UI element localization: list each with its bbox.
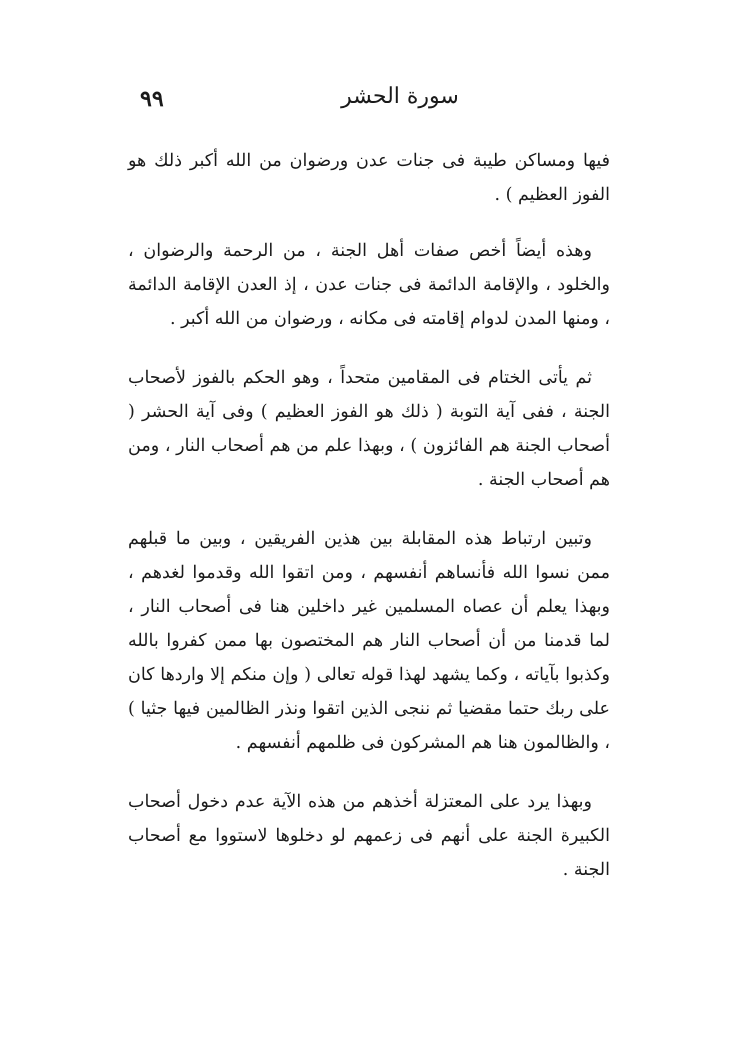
page-number: ٩٩ (140, 86, 164, 112)
paragraph-1: فيها ومساكن طيبة فى جنات عدن ورضوان من الله أكبر ذلك هو الفوز العظيم ) . (128, 151, 610, 205)
paragraph-2: وهذه أيضاً أخص صفات أهل الجنة ، من الرحمة والرضوان ، والخلود ، والإقامة الدائمة فى جنات عدن ، إذ العدن الإقامة الدائمة ، ومنها المدن لدوام إقامته فى مكانه ، ورضوان من الله أكبر . (128, 241, 610, 329)
paragraph-3: ثم يأتى الختام فى المقامين متحداً ، وهو الحكم بالفوز لأصحاب الجنة ، ففى آية التوبة ( ذلك هو الفوز العظيم ) وفى آية الحشر ( أصحاب الجنة هم الفائزون ) ، وبهذا علم من هم أصحاب النار ، ومن هم أصحاب الجنة . (128, 368, 610, 490)
running-title: سورة الحشر (341, 84, 459, 109)
body-text (128, 144, 610, 912)
paragraph-5: وبهذا يرد على المعتزلة أخذهم من هذه الآية عدم دخول أصحاب الكبيرة الجنة على أنهم فى زعمهم لو دخلوها لاستووا مع أصحاب الجنة . (128, 792, 610, 880)
paragraph-4: وتبين ارتباط هذه المقابلة بين هذين الفريقين ، وبين ما قبلهم ممن نسوا الله فأنساهم أنفسهم ، ومن اتقوا الله وقدموا لغدهم ، وبهذا يعلم أن عصاه المسلمين غير داخلين هنا فى أصحاب النار ، لما قدمنا من أن أصحاب النار هم المختصون بها ممن كفروا بالله وكذبوا بآياته ، وكما يشهد لهذا قوله تعالى ( وإن منكم إلا واردها كان على ربك حتما مقضيا ثم ننجى الذين اتقوا ونذر الظالمين فيها جثيا ) ، والظالمون هنا هم المشركون فى ظلمهم أنفسهم . (128, 529, 610, 753)
